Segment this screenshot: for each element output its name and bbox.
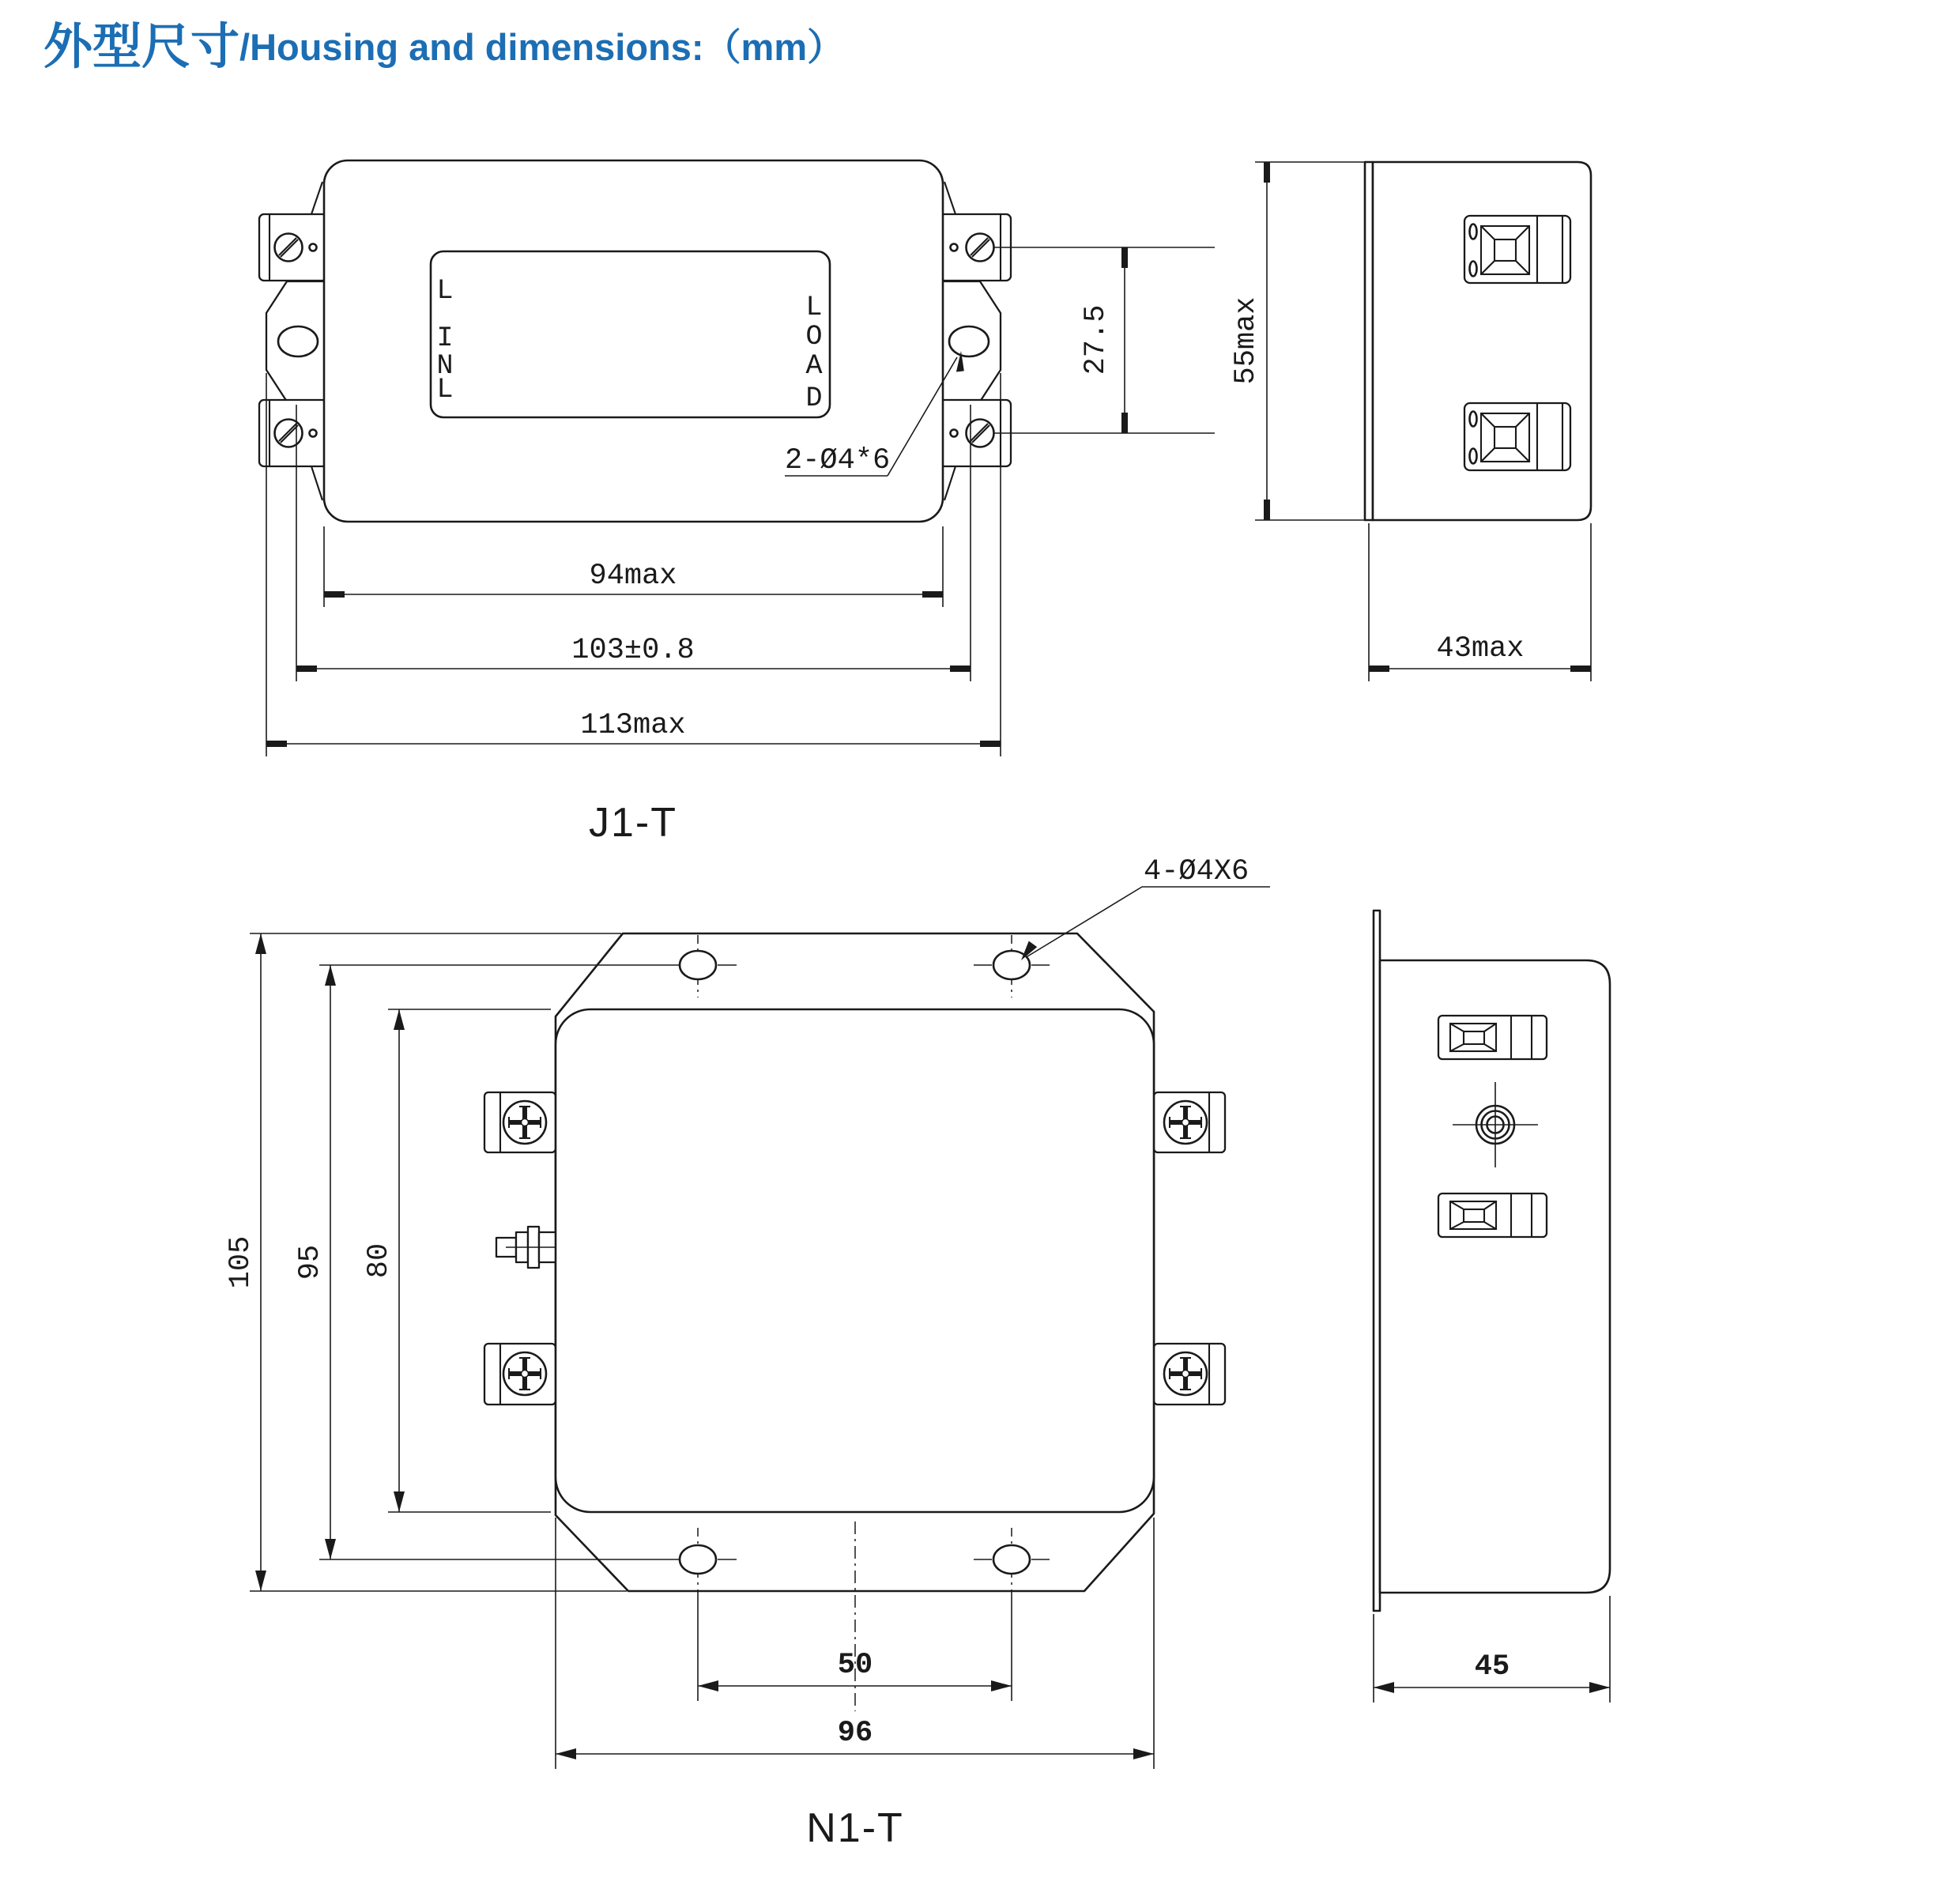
line-letter: L [436, 275, 454, 307]
terminal-block-top-left [259, 214, 327, 281]
dim-depth [1369, 523, 1591, 681]
page-title [43, 20, 844, 74]
line-letter: L [436, 374, 454, 405]
terminal-block-bottom-left [484, 1344, 556, 1405]
dim-text: 95 [294, 1244, 327, 1280]
n1t-side-view [1374, 911, 1610, 1703]
load-marking [805, 292, 822, 414]
plate-corner-bottom-right [944, 466, 956, 500]
faston-terminal-bottom [1464, 403, 1570, 470]
model-label-n1t: N1-T [806, 1805, 904, 1851]
load-letter: O [805, 321, 823, 353]
dim-text: 43max [1436, 632, 1525, 666]
load-letter: A [805, 350, 823, 382]
mounting-slot-bottom-right [974, 1528, 1050, 1591]
callout-text: 4-Ø4X6 [1144, 855, 1250, 888]
phillips-screw-icon [503, 1352, 546, 1395]
dim-text: 45 [1474, 1650, 1510, 1684]
dim-screw-span [994, 247, 1215, 433]
page-title-cn: 外型尺寸 [43, 20, 240, 74]
mounting-slot-top-left [680, 935, 737, 997]
dim-text: 27.5 [1080, 304, 1113, 375]
callout-mounting-slots [1015, 855, 1270, 960]
phillips-screw-icon [1164, 1352, 1207, 1395]
plate-corner-top-left [311, 182, 322, 214]
phillips-screw-icon [503, 1101, 546, 1144]
j1t-front-view [259, 160, 1215, 846]
plate-corner-bottom-left [311, 466, 322, 500]
dim-depth [1374, 1596, 1610, 1703]
model-label-j1t: J1-T [589, 800, 677, 846]
load-letter: L [805, 292, 823, 323]
dim-text: 80 [363, 1243, 396, 1279]
faston-terminal-bottom [1438, 1193, 1547, 1237]
dim-text: 55max [1230, 296, 1263, 385]
load-letter: D [805, 383, 823, 414]
terminal-block-top-right [1154, 1092, 1225, 1152]
dim-text: 113max [580, 709, 686, 742]
mounting-slot-bottom-left [680, 1528, 737, 1591]
phillips-screw-icon [1164, 1101, 1207, 1144]
mounting-slot-top-right [974, 935, 1050, 997]
dim-text: 50 [837, 1649, 873, 1682]
mounting-flange-edge [1365, 162, 1373, 520]
j1t-side-view [1230, 162, 1591, 681]
dim-body-width [324, 526, 943, 607]
n1t-front-view [224, 855, 1270, 1851]
line-marking [436, 275, 453, 405]
line-letter: I [436, 322, 454, 354]
fastón-terminal-top [1464, 216, 1570, 283]
dim-text: 103±0.8 [571, 634, 695, 667]
dim-text: 94max [589, 560, 677, 593]
terminal-block-top-left [484, 1092, 556, 1152]
filter-body [556, 1009, 1154, 1512]
plate-corner-top-right [944, 182, 956, 214]
dim-height [1230, 162, 1369, 520]
faston-terminal-top [1438, 1016, 1547, 1059]
terminal-block-bottom-left [259, 400, 327, 466]
callout-text: 2-Ø4*6 [785, 444, 891, 477]
page-title-en: /Housing and dimensions:（mm） [239, 26, 845, 68]
terminal-block-bottom-right [1154, 1344, 1225, 1405]
dim-text: 105 [224, 1235, 258, 1289]
line-letter: N [436, 350, 454, 382]
dim-text: 96 [837, 1717, 873, 1750]
